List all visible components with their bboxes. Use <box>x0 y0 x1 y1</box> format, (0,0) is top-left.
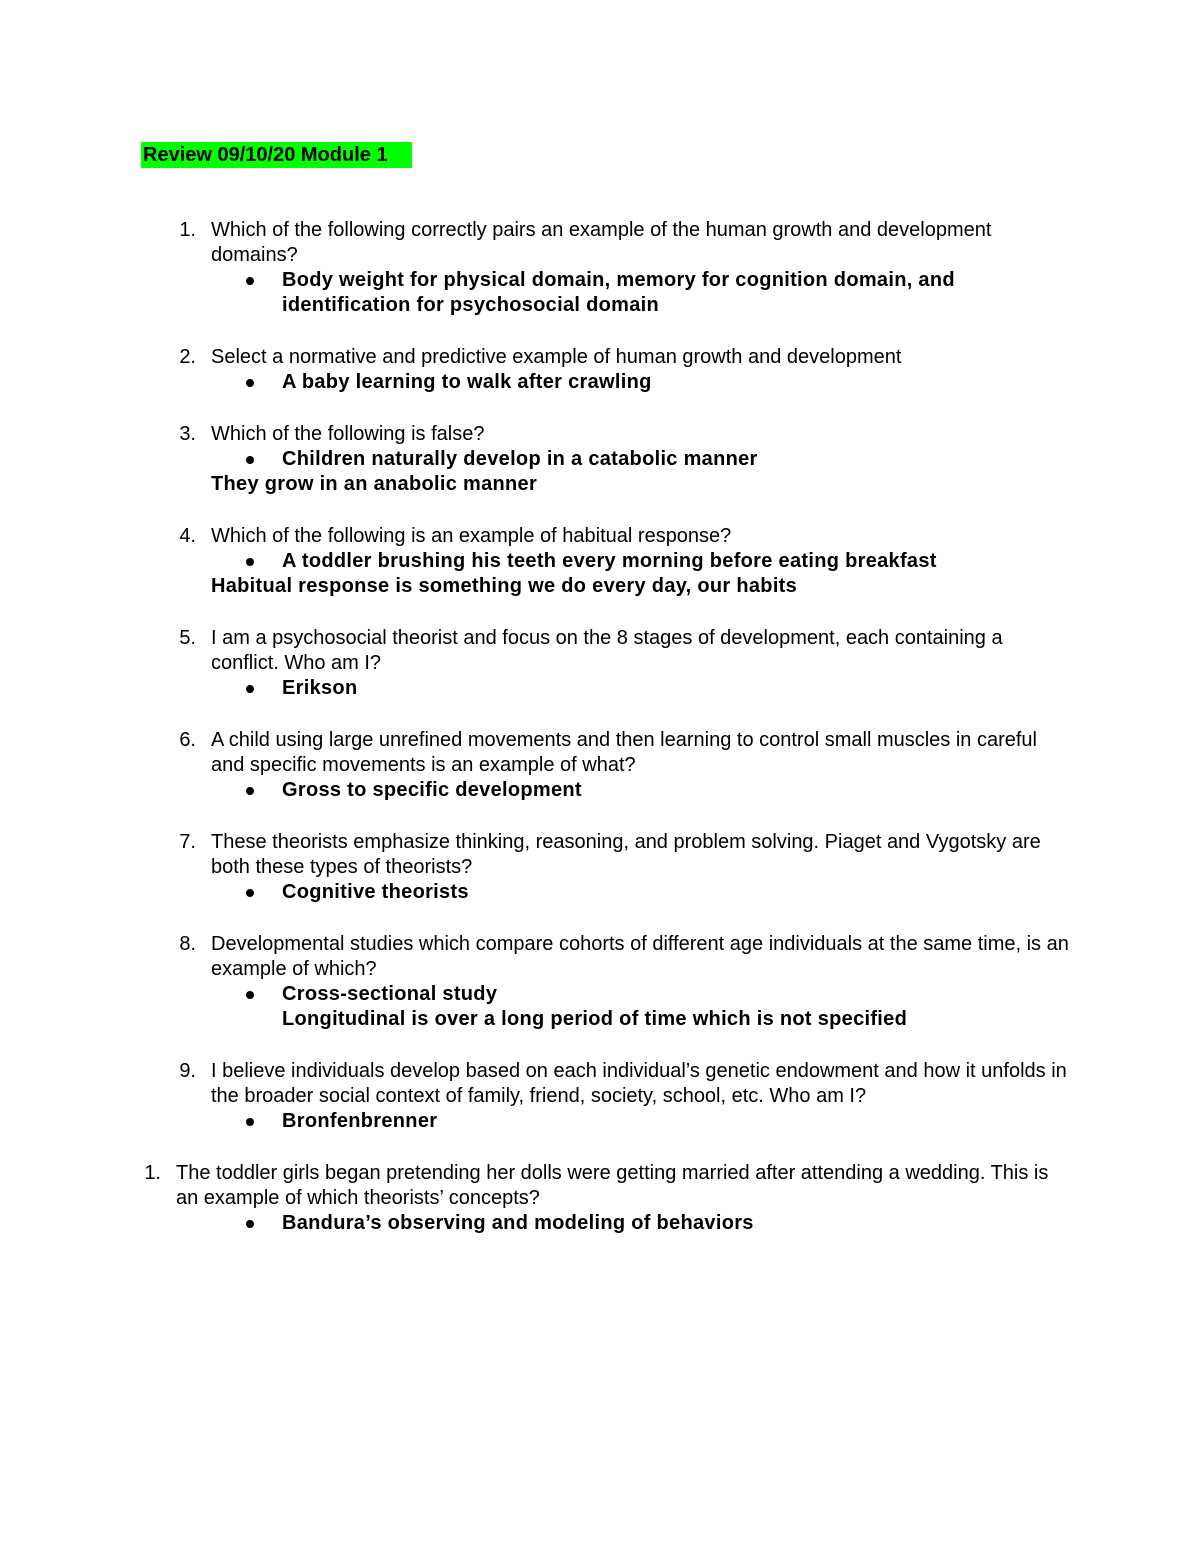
bullet-icon <box>246 1220 254 1228</box>
question-item <box>0 345 1200 395</box>
document-title: Review 09/10/20 Module 1 <box>141 142 412 168</box>
question-number: 8. <box>179 933 196 955</box>
question-text: Which of the following is an example of habitual response? <box>211 525 732 547</box>
answer-text: Cognitive theorists <box>282 881 469 903</box>
bullet-icon <box>246 1118 254 1126</box>
question-number: 1. <box>179 219 196 241</box>
answer-text: Bronfenbrenner <box>282 1110 438 1132</box>
answer-note: Longitudinal is over a long period of time which is not specified <box>282 1008 908 1030</box>
question-number: 3. <box>179 423 196 445</box>
question-number: 7. <box>179 831 196 853</box>
question-item <box>0 218 1200 318</box>
question-number: 2. <box>179 346 196 368</box>
question-text: Which of the following correctly pairs an example of the human growth and development domains? <box>211 219 992 266</box>
bullet-icon <box>246 277 254 285</box>
question-text: I am a psychosocial theorist and focus on the 8 stages of development, each containing a conflict. Who am I? <box>211 627 1003 674</box>
question-item <box>0 422 1200 497</box>
question-text: These theorists emphasize thinking, reasoning, and problem solving. Piaget and Vygotsky are both these types of theorists? <box>211 831 1041 878</box>
answer-note: They grow in an anabolic manner <box>211 473 538 495</box>
answer-text: Children naturally develop in a catabolic manner <box>282 448 758 470</box>
answer-item <box>282 676 1082 701</box>
question-text: Which of the following is false? <box>211 423 485 445</box>
question-text: Developmental studies which compare cohorts of different age individuals at the same time, is an example of which? <box>211 933 1069 980</box>
question-number: 4. <box>179 525 196 547</box>
answer-text: Gross to specific development <box>282 779 582 801</box>
question-list <box>0 218 1200 1263</box>
answer-text: Bandura’s observing and modeling of behaviors <box>282 1212 754 1234</box>
question-item <box>0 1161 1200 1236</box>
answer-text: A toddler brushing his teeth every morning before eating breakfast <box>282 550 937 572</box>
answer-item <box>282 370 1082 395</box>
bullet-icon <box>246 558 254 566</box>
question-text: A child using large unrefined movements and then learning to control small muscles in careful and specific movements is an example of what? <box>211 729 1037 776</box>
question-item <box>0 830 1200 905</box>
question-item <box>0 524 1200 599</box>
question-item <box>0 932 1200 1032</box>
answer-text: Body weight for physical domain, memory for cognition domain, and identification for psychosocial domain <box>282 269 955 316</box>
answer-item <box>282 982 1082 1007</box>
answer-text: A baby learning to walk after crawling <box>282 371 652 393</box>
question-item <box>0 626 1200 701</box>
answer-note: Habitual response is something we do every day, our habits <box>211 575 798 597</box>
answer-item <box>282 1211 1082 1236</box>
bullet-icon <box>246 889 254 897</box>
answer-item <box>282 268 1082 318</box>
question-item <box>0 1059 1200 1134</box>
answer-item <box>282 447 1082 472</box>
answer-item <box>282 549 1082 574</box>
bullet-icon <box>246 379 254 387</box>
bullet-icon <box>246 456 254 464</box>
question-text: I believe individuals develop based on each individual’s genetic endowment and how it unfolds in the broader social context of family, friend, society, school, etc. Who am I? <box>211 1060 1067 1107</box>
question-text: Select a normative and predictive example of human growth and development <box>211 346 902 368</box>
question-number: 9. <box>179 1060 196 1082</box>
answer-text: Erikson <box>282 677 358 699</box>
question-number: 5. <box>179 627 196 649</box>
bullet-icon <box>246 991 254 999</box>
answer-text: Cross-sectional study <box>282 983 498 1005</box>
question-item <box>0 728 1200 803</box>
bullet-icon <box>246 787 254 795</box>
answer-item <box>282 778 1082 803</box>
question-number: 6. <box>179 729 196 751</box>
bullet-icon <box>246 685 254 693</box>
answer-item <box>282 1109 1082 1134</box>
answer-item <box>282 880 1082 905</box>
question-number: 1. <box>144 1162 161 1184</box>
question-text: The toddler girls began pretending her dolls were getting married after attending a wedding. This is an example of which theorists’ concepts? <box>176 1162 1049 1209</box>
